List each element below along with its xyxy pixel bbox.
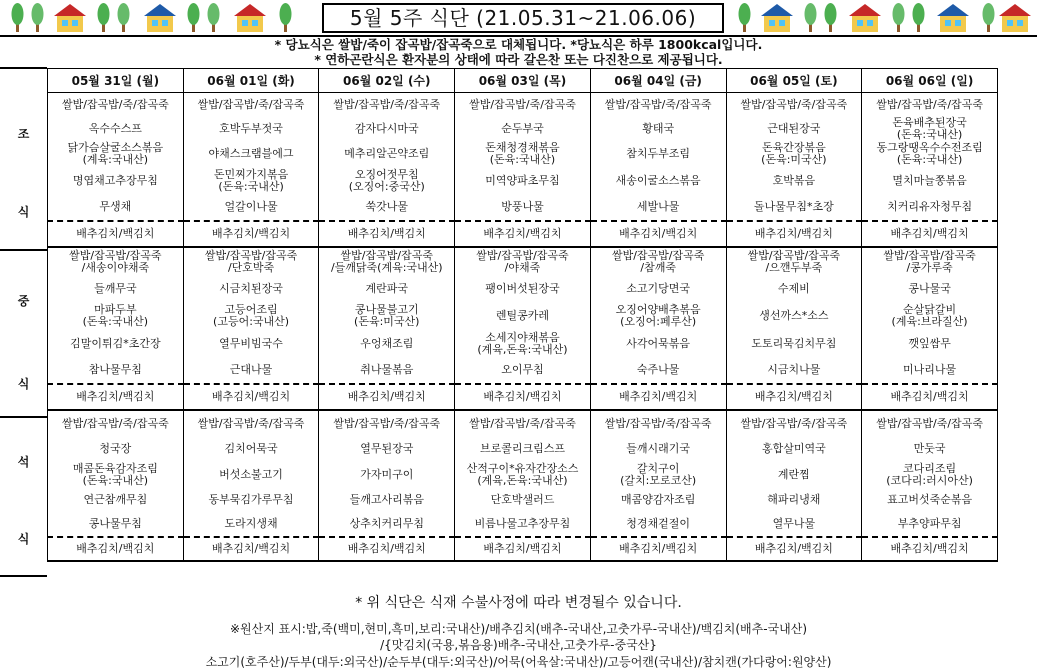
breakfast-menu-item: 무생채 [48, 194, 184, 221]
breakfast-menu-item: 동그랑땡옥수수전조림 (돈육:국내산) [862, 141, 998, 167]
day-header: 06월 06일 (일) [862, 69, 998, 93]
label-sep-dinner [0, 416, 47, 418]
lunch-menu-item: 배추김치/백김치 [590, 384, 726, 410]
house-icon [54, 4, 86, 32]
lunch-menu-item: 순살닭갈비 (계육:브라질산) [862, 302, 998, 330]
day-header-row [48, 69, 998, 93]
lunch-menu-item: 우엉채조림 [319, 330, 455, 357]
lunch-menu-item: 배추김치/백김치 [726, 384, 862, 410]
lunch-menu-item: 팽이버섯된장국 [455, 276, 591, 302]
lunch-menu-item: 쌀밥/잡곡밥/잡곡죽 /새송이야채죽 [48, 247, 184, 276]
breakfast-menu-item: 돌나물무침*초장 [726, 194, 862, 221]
dinner-row [48, 488, 998, 512]
dinner-menu-item: 계란찜 [726, 461, 862, 488]
dinner-menu-item: 쌀밥/잡곡밥/죽/잡곡죽 [590, 410, 726, 436]
breakfast-menu-item: 순두부국 [455, 116, 591, 141]
dinner-menu-item: 쌀밥/잡곡밥/죽/잡곡죽 [183, 410, 319, 436]
breakfast-menu-item: 배추김치/백김치 [590, 221, 726, 247]
lunch-menu-item: 소세지야채볶음 (계육,돈육:국내산) [455, 330, 591, 357]
day-header: 05월 31일 (월) [48, 69, 184, 93]
lunch-row [48, 247, 998, 276]
dinner-menu-item: 배추김치/백김치 [726, 537, 862, 561]
lunch-row [48, 302, 998, 330]
dinner-menu-item: 쌀밥/잡곡밥/죽/잡곡죽 [862, 410, 998, 436]
note-diabetic: * 당뇨식은 쌀밥/죽이 잡곡밥/잡곡죽으로 대체됩니다. *당뇨식은 하루 1800kcal입니다. [274, 37, 763, 52]
dinner-menu-item: 김치어묵국 [183, 436, 319, 461]
lunch-menu-item: 콩나물국 [862, 276, 998, 302]
breakfast-menu-item: 쌀밥/잡곡밥/죽/잡곡죽 [455, 93, 591, 117]
breakfast-menu-item: 참치두부조림 [590, 141, 726, 167]
lunch-menu-item: 쌀밥/잡곡밥/잡곡죽 /단호박죽 [183, 247, 319, 276]
origin-line-1: ※원산지 표시:밥,죽(백미,현미,흑미,보리:국내산)/배추김치(배추-국내산,고춧가루-국내산)/백김치(배추-국내산) [229, 622, 808, 636]
lunch-menu-item: 들깨무국 [48, 276, 184, 302]
breakfast-menu-item: 배추김치/백김치 [455, 221, 591, 247]
lunch-menu-item: 오징어양배추볶음 (오징어:페루산) [590, 302, 726, 330]
lunch-menu-item: 사각어묵볶음 [590, 330, 726, 357]
note-dysphagia: * 연하곤란식은 환자분의 상태에 따라 갈은찬 또는 다진찬으로 제공됩니다. [314, 52, 723, 67]
breakfast-menu-item: 메추리알곤약조림 [319, 141, 455, 167]
breakfast-menu-item: 오징어젓무침 (오징어:중국산) [319, 167, 455, 194]
dinner-menu-item: 매콤양감자조림 [590, 488, 726, 512]
breakfast-row [48, 194, 998, 221]
dinner-menu-item: 청경채겉절이 [590, 512, 726, 537]
breakfast-menu-item: 돈육간장볶음 (돈육:미국산) [726, 141, 862, 167]
dinner-menu-item: 쌀밥/잡곡밥/죽/잡곡죽 [319, 410, 455, 436]
tree-icon [208, 3, 220, 32]
house-icon [234, 4, 266, 32]
lunch-menu-item: 오이무침 [455, 357, 591, 384]
dinner-row [48, 410, 998, 436]
breakfast-menu-item: 쌀밥/잡곡밥/죽/잡곡죽 [590, 93, 726, 117]
day-header: 06월 02일 (수) [319, 69, 455, 93]
lunch-menu-item: 취나물볶음 [319, 357, 455, 384]
lunch-menu-item: 쌀밥/잡곡밥/잡곡죽 /들깨닭죽(계육:국내산) [319, 247, 455, 276]
tree-icon [893, 3, 905, 32]
breakfast-menu-item: 명엽채고추장무침 [48, 167, 184, 194]
meal-label-dinner-1: 석 [17, 455, 30, 469]
dinner-menu-item: 배추김치/백김치 [455, 537, 591, 561]
breakfast-menu-item: 미역양파초무침 [455, 167, 591, 194]
footer-notice: * 위 식단은 식재 수불사정에 따라 변경될수 있습니다. [355, 595, 682, 611]
lunch-menu-item: 근대나물 [183, 357, 319, 384]
tree-icon [280, 3, 292, 32]
breakfast-menu-item: 쌀밥/잡곡밥/죽/잡곡죽 [183, 93, 319, 117]
dinner-menu-item: 표고버섯죽순볶음 [862, 488, 998, 512]
dinner-menu-item: 콩나물무침 [48, 512, 184, 537]
lunch-menu-item: 깻잎쌈무 [862, 330, 998, 357]
lunch-menu-item: 열무비빔국수 [183, 330, 319, 357]
breakfast-menu-item: 호박볶음 [726, 167, 862, 194]
dinner-menu-item: 쌀밥/잡곡밥/죽/잡곡죽 [48, 410, 184, 436]
tree-icon [739, 3, 751, 32]
dinner-menu-item: 들깨고사리볶음 [319, 488, 455, 512]
dinner-menu-item: 만둣국 [862, 436, 998, 461]
breakfast-menu-item: 세발나물 [590, 194, 726, 221]
breakfast-menu-item: 감자다시마국 [319, 116, 455, 141]
label-sep-lunch [0, 249, 47, 251]
lunch-menu-item: 렌틸콩카레 [455, 302, 591, 330]
dinner-menu-item: 해파리냉채 [726, 488, 862, 512]
breakfast-menu-item: 얼갈이나물 [183, 194, 319, 221]
breakfast-menu-item: 쌀밥/잡곡밥/죽/잡곡죽 [48, 93, 184, 117]
page-title: 5월 5주 식단 (21.05.31~21.06.06) [322, 3, 724, 33]
lunch-row [48, 276, 998, 302]
tree-icon [98, 3, 110, 32]
breakfast-menu-item: 황태국 [590, 116, 726, 141]
breakfast-menu-item: 방풍나물 [455, 194, 591, 221]
label-top-border [0, 67, 47, 69]
meal-label-dinner-2: 식 [17, 532, 30, 546]
lunch-menu-item: 시금치된장국 [183, 276, 319, 302]
dinner-menu-item: 배추김치/백김치 [862, 537, 998, 561]
dinner-menu-item: 산적구이*유자간장소스 (계육,돈육:국내산) [455, 461, 591, 488]
meal-label-breakfast-2: 식 [17, 205, 30, 219]
house-icon [849, 4, 881, 32]
dinner-menu-item: 청국장 [48, 436, 184, 461]
lunch-menu-item: 마파두부 (돈육:국내산) [48, 302, 184, 330]
breakfast-row [48, 221, 998, 247]
village-illustration-right [735, 0, 1035, 36]
breakfast-menu-item: 호박두부젓국 [183, 116, 319, 141]
dinner-menu-item: 가자미구이 [319, 461, 455, 488]
lunch-menu-item: 도토리묵김치무침 [726, 330, 862, 357]
lunch-menu-item: 소고기당면국 [590, 276, 726, 302]
tree-icon [12, 3, 24, 32]
breakfast-menu-item: 야채스크램블에그 [183, 141, 319, 167]
tree-icon [118, 3, 130, 32]
dinner-menu-item: 배추김치/백김치 [48, 537, 184, 561]
breakfast-menu-item: 배추김치/백김치 [319, 221, 455, 247]
lunch-menu-item: 김말이튀김*초간장 [48, 330, 184, 357]
lunch-menu-item: 숙주나물 [590, 357, 726, 384]
breakfast-menu-item: 돈민찌가지볶음 (돈육:국내산) [183, 167, 319, 194]
day-header: 06월 05일 (토) [726, 69, 862, 93]
lunch-menu-item: 배추김치/백김치 [862, 384, 998, 410]
house-icon [761, 4, 793, 32]
header-bar [0, 0, 1037, 40]
breakfast-menu-item: 돈채청경채볶음 (돈육:국내산) [455, 141, 591, 167]
dinner-menu-item: 코다리조림 (코다리:러시아산) [862, 461, 998, 488]
dinner-menu-item: 열무나물 [726, 512, 862, 537]
house-icon [999, 4, 1031, 32]
label-bottom-border [0, 575, 47, 577]
dinner-menu-item: 비름나물고추장무침 [455, 512, 591, 537]
breakfast-row [48, 116, 998, 141]
dinner-menu-item: 들깨시래기국 [590, 436, 726, 461]
day-header: 06월 04일 (금) [590, 69, 726, 93]
lunch-menu-item: 콩나물불고기 (돈육:미국산) [319, 302, 455, 330]
tree-icon [983, 3, 995, 32]
breakfast-row [48, 141, 998, 167]
dinner-menu-item: 홍합살미역국 [726, 436, 862, 461]
tree-icon [805, 3, 817, 32]
lunch-menu-item: 쌀밥/잡곡밥/잡곡죽 /으깬두부죽 [726, 247, 862, 276]
dinner-menu-item: 동부묵김가루무침 [183, 488, 319, 512]
meal-label-breakfast-1: 조 [17, 127, 30, 141]
dinner-menu-item: 쌀밥/잡곡밥/죽/잡곡죽 [726, 410, 862, 436]
dinner-menu-item: 배추김치/백김치 [183, 537, 319, 561]
lunch-menu-item: 시금치나물 [726, 357, 862, 384]
dinner-menu-item: 연근참깨무침 [48, 488, 184, 512]
dinner-menu-item: 매콤돈육감자조림 (돈육:국내산) [48, 461, 184, 488]
breakfast-menu-item: 배추김치/백김치 [183, 221, 319, 247]
origin-line-2: /{맛김치(국용,볶음용)배추-국내산,고춧가루-중국산} [380, 638, 657, 652]
menu-table [47, 68, 998, 562]
lunch-menu-item: 배추김치/백김치 [455, 384, 591, 410]
breakfast-menu-item: 쌀밥/잡곡밥/죽/잡곡죽 [319, 93, 455, 117]
dinner-row [48, 537, 998, 561]
tree-icon [188, 3, 200, 32]
lunch-row [48, 330, 998, 357]
dinner-menu-item: 상추치커리무침 [319, 512, 455, 537]
breakfast-menu-item: 배추김치/백김치 [48, 221, 184, 247]
tree-icon [32, 3, 44, 32]
dinner-menu-item: 단호박샐러드 [455, 488, 591, 512]
breakfast-menu-item: 새송이굴소스볶음 [590, 167, 726, 194]
lunch-menu-item: 참나물무침 [48, 357, 184, 384]
breakfast-menu-item: 배추김치/백김치 [726, 221, 862, 247]
tree-icon [913, 3, 925, 32]
dinner-menu-item: 부추양파무침 [862, 512, 998, 537]
dinner-menu-item: 배추김치/백김치 [319, 537, 455, 561]
meal-label-lunch-1: 중 [17, 294, 30, 308]
dinner-menu-item: 열무된장국 [319, 436, 455, 461]
dinner-menu-item: 버섯소불고기 [183, 461, 319, 488]
dinner-menu-item: 배추김치/백김치 [590, 537, 726, 561]
dinner-menu-item: 브로콜리크림스프 [455, 436, 591, 461]
lunch-menu-item: 수제비 [726, 276, 862, 302]
day-header: 06월 01일 (화) [183, 69, 319, 93]
origin-line-3: 소고기(호주산)/두부(대두:외국산)/순두부(대두:외국산)/어묵(어육살:국내산)/고등어캔(국내산)/참치캔(가다랑어:원양산) [205, 655, 832, 669]
breakfast-menu-item: 쌀밥/잡곡밥/죽/잡곡죽 [726, 93, 862, 117]
breakfast-menu-item: 쌀밥/잡곡밥/죽/잡곡죽 [862, 93, 998, 117]
lunch-menu-item: 쌀밥/잡곡밥/잡곡죽 /야채죽 [455, 247, 591, 276]
dinner-menu-item: 쌀밥/잡곡밥/죽/잡곡죽 [455, 410, 591, 436]
dinner-menu-item: 도라지생채 [183, 512, 319, 537]
breakfast-row [48, 93, 998, 117]
lunch-menu-item: 쌀밥/잡곡밥/잡곡죽 /콩가루죽 [862, 247, 998, 276]
village-illustration-left [2, 0, 302, 36]
house-icon [144, 4, 176, 32]
lunch-menu-item: 배추김치/백김치 [183, 384, 319, 410]
breakfast-menu-item: 옥수수스프 [48, 116, 184, 141]
lunch-menu-item: 미나리나물 [862, 357, 998, 384]
breakfast-menu-item: 근대된장국 [726, 116, 862, 141]
day-header: 06월 03일 (목) [455, 69, 591, 93]
lunch-menu-item: 쌀밥/잡곡밥/잡곡죽 /참깨죽 [590, 247, 726, 276]
lunch-menu-item: 생선까스*소스 [726, 302, 862, 330]
breakfast-menu-item: 닭가슴살굴소스볶음 (계육:국내산) [48, 141, 184, 167]
dinner-menu-item: 갈치구이 (갈치:모로코산) [590, 461, 726, 488]
meal-label-lunch-2: 식 [17, 377, 30, 391]
lunch-row [48, 384, 998, 410]
breakfast-menu-item: 배추김치/백김치 [862, 221, 998, 247]
breakfast-row [48, 167, 998, 194]
lunch-menu-item: 배추김치/백김치 [319, 384, 455, 410]
lunch-menu-item: 고등어조림 (고등어:국내산) [183, 302, 319, 330]
breakfast-menu-item: 쑥갓나물 [319, 194, 455, 221]
dinner-row [48, 436, 998, 461]
house-icon [937, 4, 969, 32]
dinner-row [48, 512, 998, 537]
dinner-row [48, 461, 998, 488]
lunch-menu-item: 배추김치/백김치 [48, 384, 184, 410]
breakfast-menu-item: 치커리유자청무침 [862, 194, 998, 221]
tree-icon [825, 3, 837, 32]
lunch-menu-item: 계란파국 [319, 276, 455, 302]
lunch-row [48, 357, 998, 384]
breakfast-menu-item: 멸치마늘쫑볶음 [862, 167, 998, 194]
breakfast-menu-item: 돈육배추된장국 (돈육:국내산) [862, 116, 998, 141]
